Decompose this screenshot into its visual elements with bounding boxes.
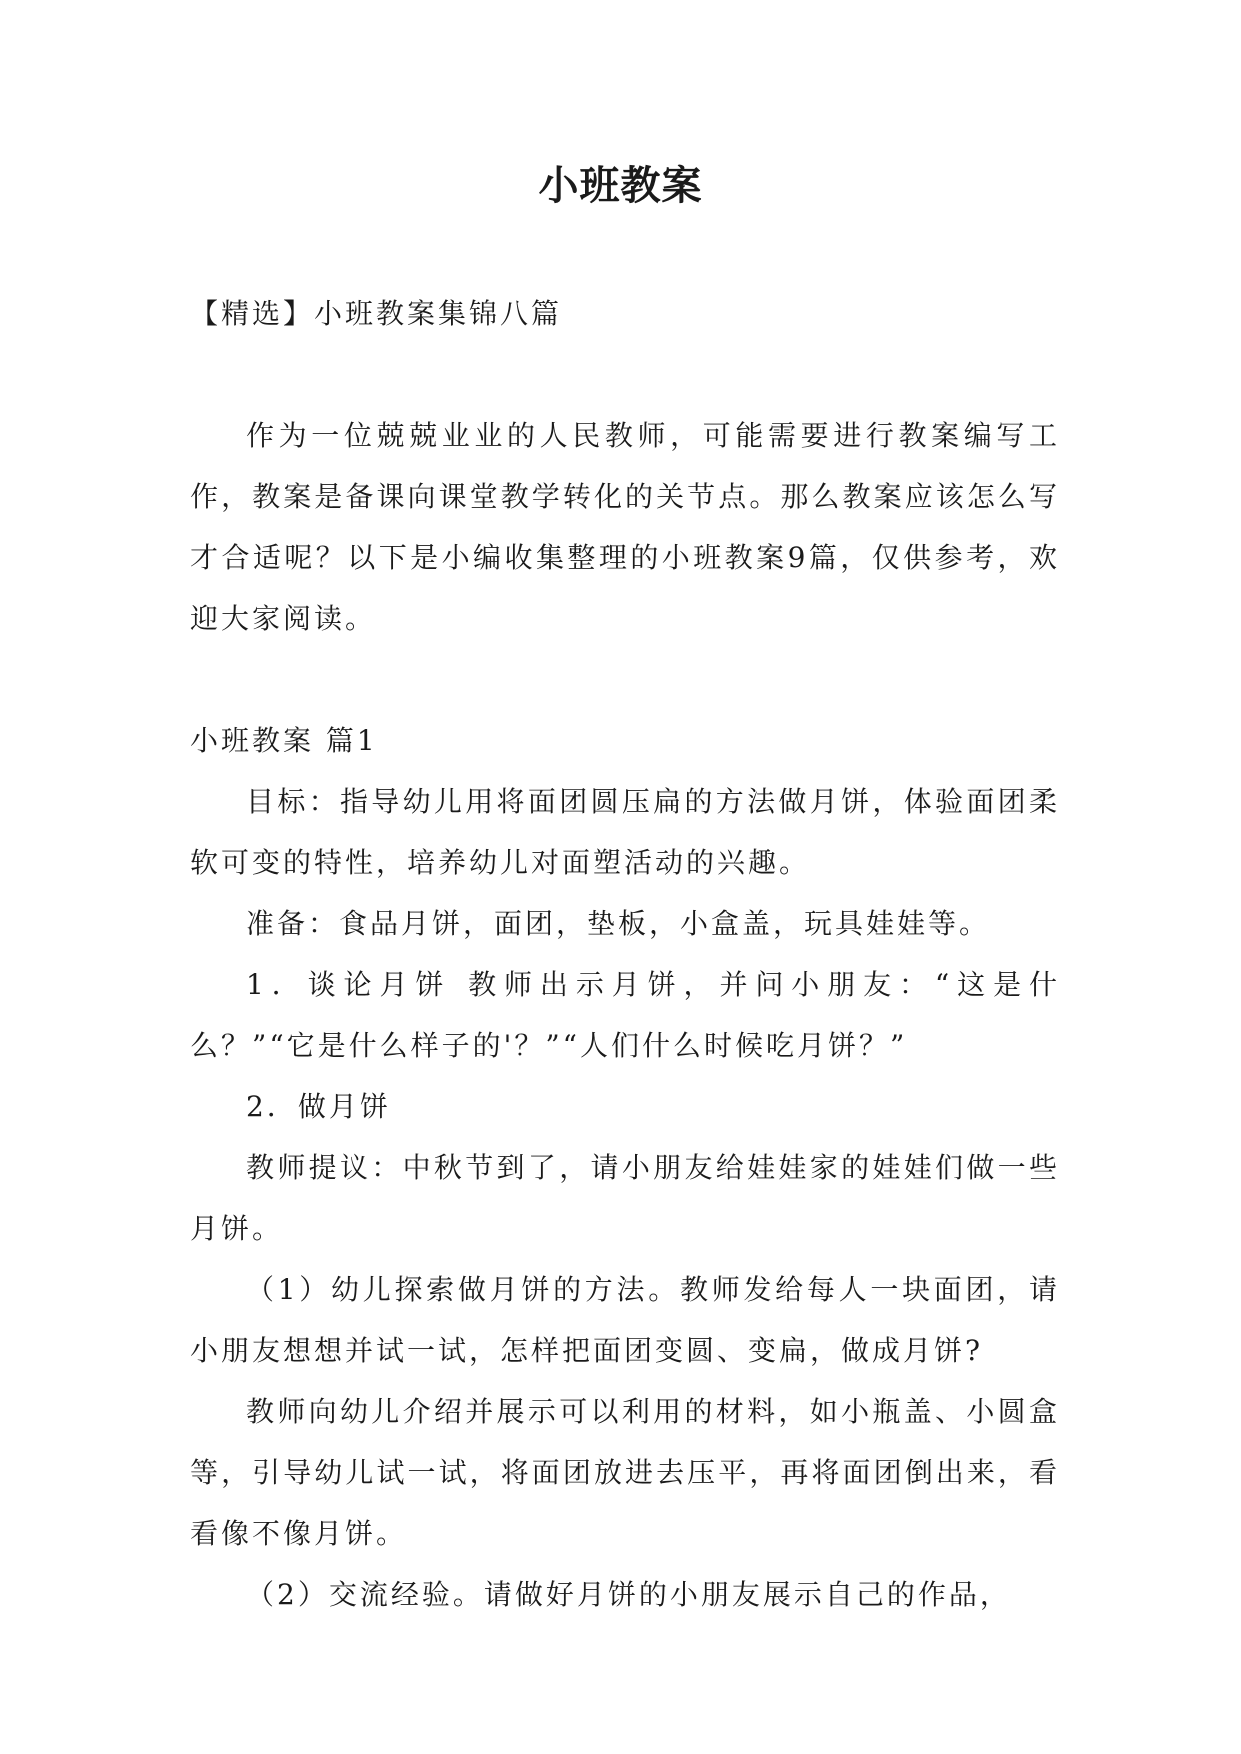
body-paragraph: （1）幼儿探索做月饼的方法。教师发给每人一块面团，请小朋友想想并试一试，怎样把面团变圆、变扁，做成月饼? bbox=[190, 1273, 1060, 1367]
document-title: 小班教案 bbox=[538, 162, 703, 209]
body-paragraph: （2）交流经验。请做好月饼的小朋友展示自己的作品， bbox=[246, 1578, 1011, 1611]
body-paragraph: 准备：食品月饼，面团，垫板，小盒盖，玩具娃娃等。 bbox=[246, 907, 991, 940]
body-paragraph: 2．做月饼 bbox=[246, 1090, 391, 1123]
intro-paragraph: 作为一位兢兢业业的人民教师，可能需要进行教案编写工作，教案是备课向课堂教学转化的关节点。那么教案应该怎么写才合适呢？以下是小编收集整理的小班教案9篇，仅供参考，欢迎大家阅读。 bbox=[190, 419, 1060, 635]
body-paragraph: 教师向幼儿介绍并展示可以利用的材料，如小瓶盖、小圆盒等，引导幼儿试一试，将面团放进去压平，再将面团倒出来，看看像不像月饼。 bbox=[190, 1395, 1060, 1550]
section-heading: 小班教案 篇1 bbox=[190, 724, 378, 757]
body-paragraph: 教师提议：中秋节到了，请小朋友给娃娃家的娃娃们做一些月饼。 bbox=[190, 1151, 1060, 1245]
document-subtitle: 【精选】小班教案集锦八篇 bbox=[190, 297, 563, 330]
body-paragraph: 1．谈论月饼 教师出示月饼，并问小朋友：“这是什么？”“它是什么样子的'？”“人们什么时候吃月饼？” bbox=[190, 968, 1060, 1062]
document-body bbox=[190, 405, 1060, 1625]
body-paragraph: 目标：指导幼儿用将面团圆压扁的方法做月饼，体验面团柔软可变的特性，培养幼儿对面塑活动的兴趣。 bbox=[190, 785, 1060, 879]
